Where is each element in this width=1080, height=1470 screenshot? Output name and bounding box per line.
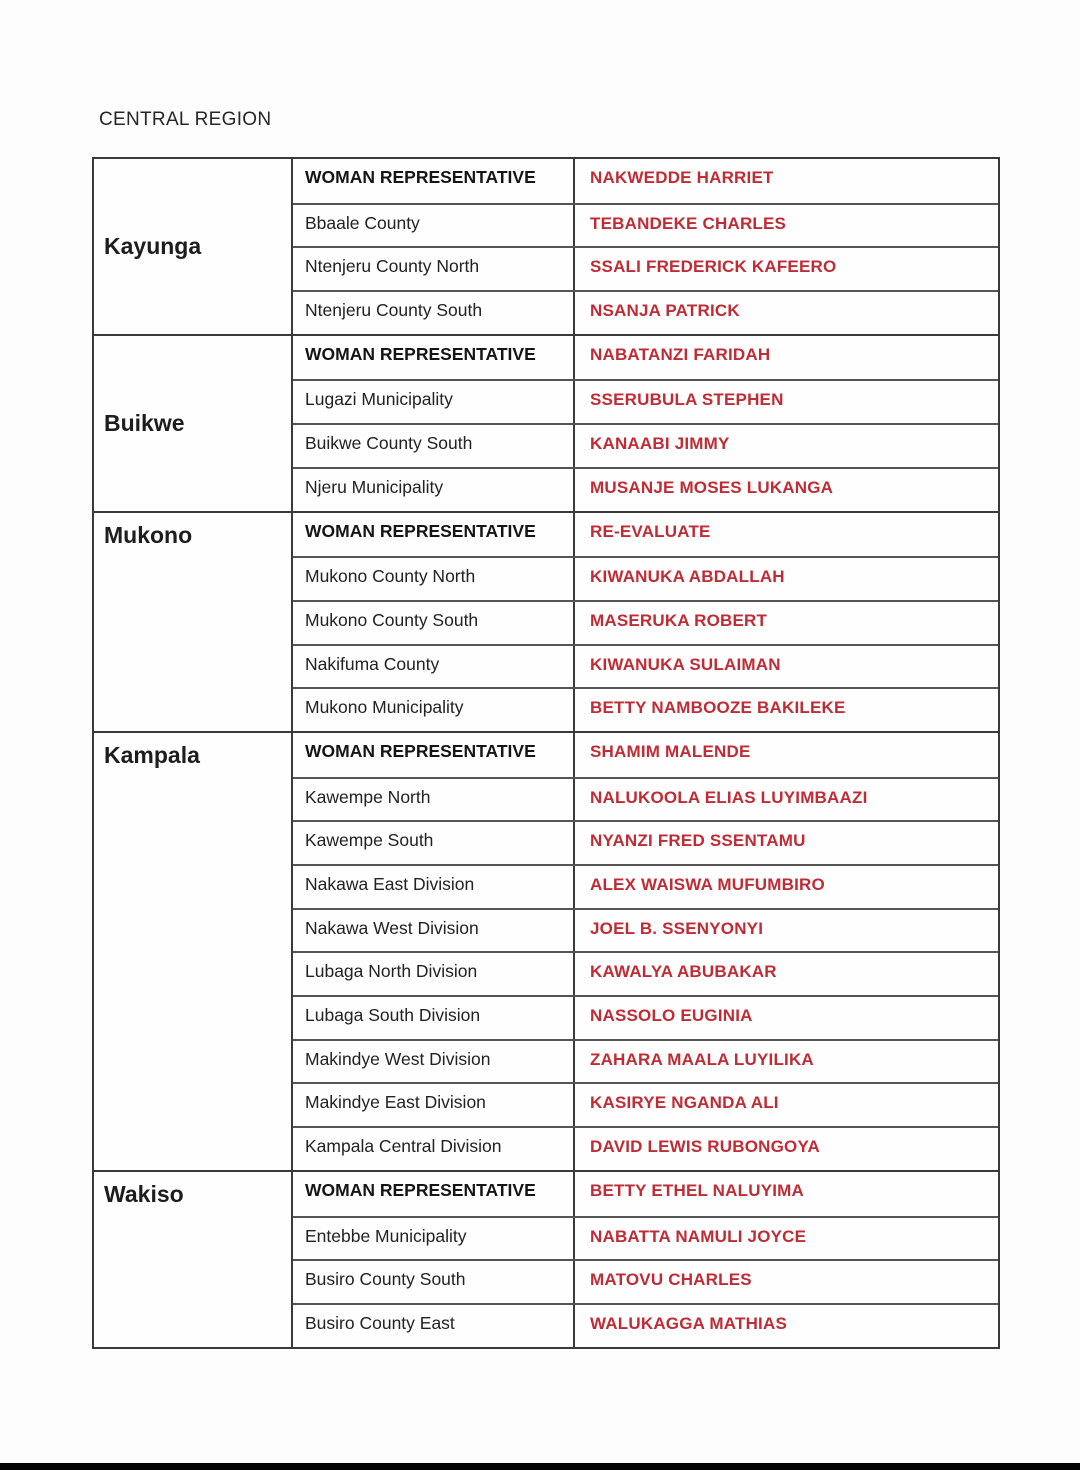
representative-cell: NABATANZI FARIDAH [573,336,998,380]
representative-cell: ALEX WAISWA MUFUMBIRO [573,866,998,908]
table-row [293,1172,998,1216]
district-section [94,159,998,334]
table-row [293,995,998,1039]
constituency-cell: Busiro County East [305,1312,455,1333]
representative-cell: NABATTA NAMULI JOYCE [573,1218,998,1260]
representative-cell: NSANJA PATRICK [573,292,998,334]
constituency-cell: Kawempe North [305,786,431,807]
district-name: Mukono [104,521,193,548]
constituency-cell: Nakifuma County [305,653,440,674]
representative-cell: SHAMIM MALENDE [573,733,998,777]
district-cell [94,513,293,731]
representative-cell: NASSOLO EUGINIA [573,997,998,1039]
constituency-cell: Kawempe South [305,830,434,851]
table-row [293,1039,998,1083]
representative-cell: JOEL B. SSENYONYI [573,910,998,952]
representative-cell: MASERUKA ROBERT [573,602,998,644]
table-row [293,1216,998,1260]
section-rows [293,1172,998,1347]
table-row [293,820,998,864]
district-name: Buikwe [104,409,185,436]
constituency-cell: Lubaga North Division [305,961,478,982]
section-rows [293,513,998,731]
representative-cell: MATOVU CHARLES [573,1261,998,1303]
representative-cell: TEBANDEKE CHARLES [573,205,998,247]
constituency-cell: Bbaale County [305,212,420,233]
section-rows [293,159,998,334]
representative-cell: NYANZI FRED SSENTAMU [573,822,998,864]
representative-cell: BETTY NAMBOOZE BAKILEKE [573,689,998,731]
representative-cell: WALUKAGGA MATHIAS [573,1305,998,1347]
table-row [293,777,998,821]
representative-cell: KIWANUKA ABDALLAH [573,558,998,600]
district-cell [94,733,293,1170]
constituency-cell: Makindye West Division [305,1048,491,1069]
district-cell [94,1172,293,1347]
constituency-cell: Lugazi Municipality [305,389,453,410]
district-section [94,731,998,1170]
representative-cell: DAVID LEWIS RUBONGOYA [573,1128,998,1170]
district-cell [94,159,293,334]
district-cell [94,336,293,511]
page-title: CENTRAL REGION [99,109,272,130]
table-row [293,1259,998,1303]
table-row [293,644,998,688]
representative-cell: SSERUBULA STEPHEN [573,381,998,423]
table-row [293,1126,998,1170]
table-row [293,246,998,290]
constituency-cell: WOMAN REPRESENTATIVE [305,520,536,541]
representative-cell: KANAABI JIMMY [573,425,998,467]
table-row [293,864,998,908]
table-row [293,1082,998,1126]
table-row [293,203,998,247]
constituency-cell: Mukono County North [305,566,476,587]
representative-cell: NAKWEDDE HARRIET [573,159,998,203]
district-name: Wakiso [104,1180,184,1207]
table-row [293,159,998,203]
table-row [293,379,998,423]
table-row [293,951,998,995]
representative-cell: RE-EVALUATE [573,513,998,557]
table-row [293,336,998,380]
constituency-cell: Makindye East Division [305,1092,486,1113]
scan-bottom-edge [0,1463,1080,1470]
constituency-cell: Mukono Municipality [305,697,464,718]
constituency-cell: Kampala Central Division [305,1136,502,1157]
constituency-cell: Busiro County South [305,1269,466,1290]
constituency-cell: WOMAN REPRESENTATIVE [305,1179,536,1200]
district-name: Kampala [104,741,200,768]
table-row [293,290,998,334]
constituency-cell: Njeru Municipality [305,476,444,497]
table-row [293,733,998,777]
constituency-cell: Entebbe Municipality [305,1225,467,1246]
constituency-cell: Lubaga South Division [305,1005,481,1026]
representative-cell: BETTY ETHEL NALUYIMA [573,1172,998,1216]
district-section [94,1170,998,1347]
district-name: Kayunga [104,232,202,259]
representative-cell: NALUKOOLA ELIAS LUYIMBAAZI [573,779,998,821]
representative-cell: KIWANUKA SULAIMAN [573,646,998,688]
table-row [293,556,998,600]
constituency-cell: Buikwe County South [305,433,473,454]
table-row [293,687,998,731]
table-row [293,513,998,557]
district-section [94,511,998,731]
representative-cell: SSALI FREDERICK KAFEERO [573,248,998,290]
district-section [94,334,998,511]
constituency-cell: Nakawa West Division [305,917,479,938]
table-row [293,908,998,952]
representative-cell: KASIRYE NGANDA ALI [573,1084,998,1126]
constituency-cell: Ntenjeru County North [305,256,480,277]
constituency-cell: WOMAN REPRESENTATIVE [305,343,536,364]
table-row [293,467,998,511]
table-row [293,1303,998,1347]
region-table [92,157,1000,1349]
constituency-cell: Mukono County South [305,609,479,630]
constituency-cell: Nakawa East Division [305,874,475,894]
constituency-cell: WOMAN REPRESENTATIVE [305,740,536,761]
constituency-cell: WOMAN REPRESENTATIVE [305,167,536,187]
constituency-cell: Ntenjeru County South [305,300,483,321]
table-row [293,423,998,467]
representative-cell: KAWALYA ABUBAKAR [573,953,998,995]
table-row [293,600,998,644]
section-rows [293,733,998,1170]
representative-cell: MUSANJE MOSES LUKANGA [573,469,998,511]
representative-cell: ZAHARA MAALA LUYILIKA [573,1041,998,1083]
section-rows [293,336,998,511]
